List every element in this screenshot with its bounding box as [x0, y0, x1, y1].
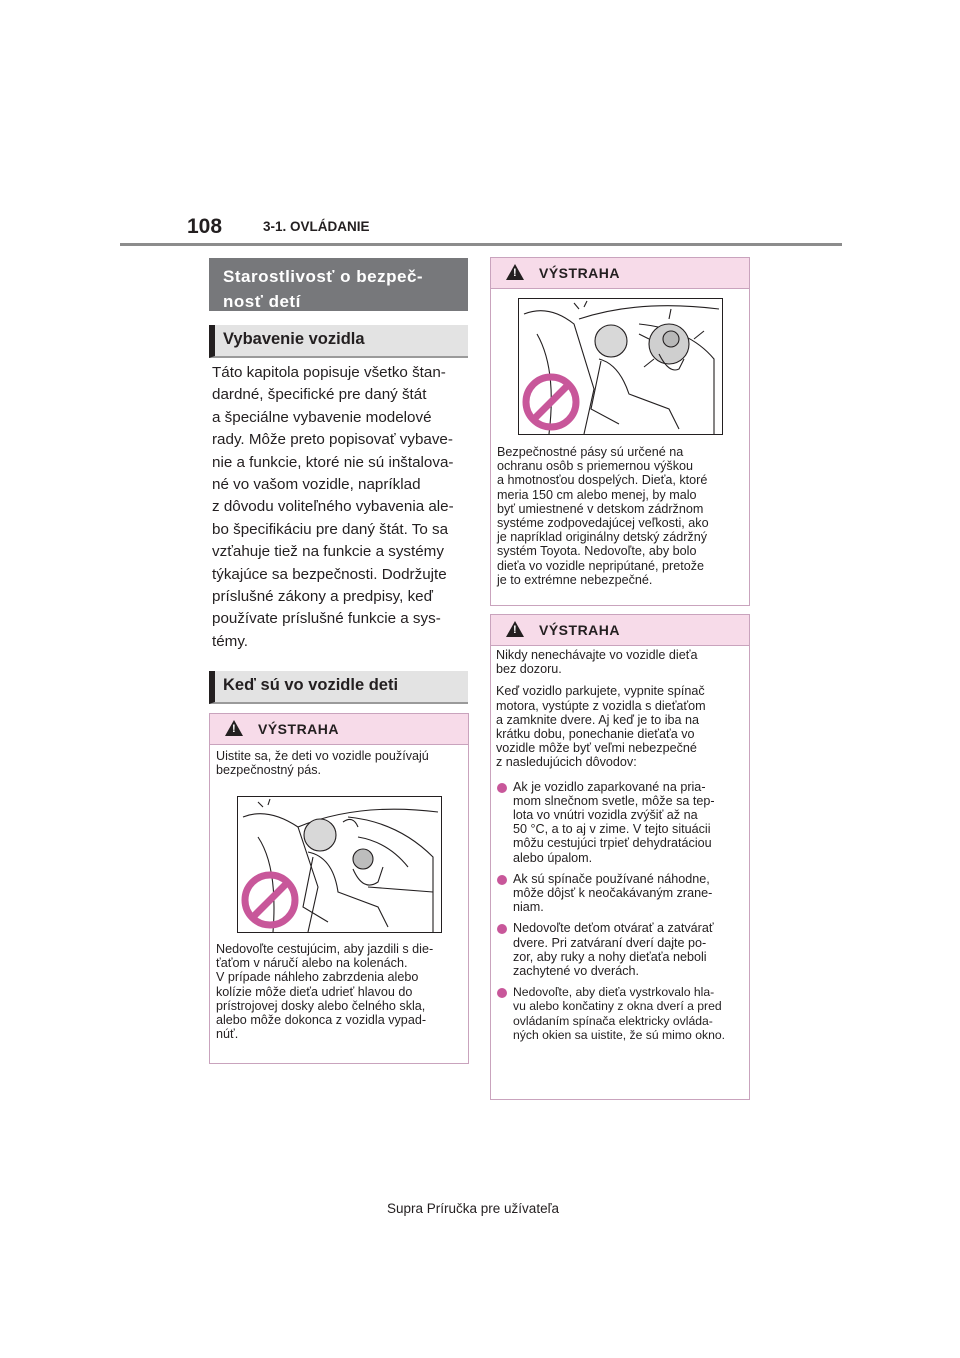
bullet-item	[496, 780, 748, 865]
bullet-line: 50 °C, a to aj v zime. V tejto situácii	[513, 822, 711, 837]
bullet-line: vu alebo končatiny z okna dverí a pred	[513, 999, 722, 1014]
warning-line: alebo môže dokonca z vozidla vypad-	[216, 1013, 427, 1028]
warning-line: bezpečnostný pás.	[216, 763, 322, 778]
warning-line: Nikdy nenechávajte vo vozidle dieťa	[496, 648, 698, 662]
warning-line: bez dozoru.	[496, 662, 562, 677]
warning-box-seatbelt	[209, 713, 469, 1064]
warning-label: VÝSTRAHA	[539, 265, 621, 281]
warning-line: z nasledujúcich dôvodov:	[496, 755, 637, 770]
intro-line: a špeciálne vybavenie modelové	[212, 408, 432, 426]
footer-title: Supra Príručka pre užívateľa	[387, 1201, 560, 1216]
page-number: 108	[187, 215, 223, 238]
bullet-dot-icon	[497, 783, 507, 793]
bullet-line: dvere. Pri zatváraní dverí dajte po-	[513, 935, 707, 950]
bullet-line: Nedovoľte deťom otvárať a zatvárať	[513, 921, 714, 936]
intro-line: príslušné zákony a predpisy, keď	[212, 588, 433, 606]
warning-line: Keď vozidlo parkujete, vypnite spínač	[496, 684, 705, 699]
warning-line: prístrojovej dosky alebo čelného skla,	[216, 998, 426, 1013]
warning-header	[491, 258, 749, 289]
header-rule	[120, 243, 842, 246]
subheading-children-label: Keď sú vo vozidle deti	[223, 676, 399, 694]
bullet-item	[496, 872, 748, 915]
chapter-title: Starostlivosť o bezpeč-nosť detí	[223, 267, 424, 311]
warning-line: byť umiestnené v detskom zádržnom	[497, 501, 704, 516]
warning-line: ťaťom v náručí alebo na kolenách.	[216, 956, 408, 971]
subheading-children	[209, 671, 468, 704]
warning-line: V prípade náhleho zabrzdenia alebo	[216, 970, 419, 985]
intro-line: rady. Môže preto popisovať vybave-	[212, 431, 453, 449]
subheading-equipment-label: Vybavenie vozidla	[223, 330, 365, 348]
bullet-line: mom slnečnom svetle, môže sa tep-	[513, 793, 715, 808]
warning-header	[210, 714, 468, 745]
warning-line: kolízie môže dieťa udrieť hlavou do	[216, 984, 413, 999]
warning-line: Bezpečnostné pásy sú určené na	[497, 445, 684, 459]
bullet-line: zachytené vo dverách.	[513, 964, 640, 979]
warning-line: motora, vystúpte z vozidla s dieťaťom	[496, 698, 706, 713]
bullet-line: môže dôjsť k neočakávaným zrane-	[513, 886, 713, 901]
warning-line: Uistite sa, že deti vo vozidle používajú	[216, 749, 429, 763]
bullet-item	[496, 921, 748, 978]
intro-paragraph	[212, 362, 470, 653]
intro-line: né vo vašom vozidle, napríklad	[212, 476, 421, 494]
subheading-equipment	[209, 325, 468, 358]
bullet-item	[496, 985, 748, 1042]
intro-line: Táto kapitola popisuje všetko štan-	[212, 364, 446, 381]
warning-line: systém Toyota. Nedovoľte, aby bolo	[497, 544, 697, 559]
illustration-child-on-lap	[237, 796, 442, 933]
bullet-line: Nedovoľte, aby dieťa vystrkovalo hla-	[513, 985, 715, 1000]
bullet-line: môžu cestujúci trpieť dehydratáciou	[513, 836, 712, 851]
warning-triangle-icon	[506, 621, 524, 637]
bullet-dot-icon	[497, 924, 507, 934]
bullet-line: alebo úpalom.	[513, 850, 593, 865]
warning-text	[497, 445, 747, 587]
warning-line: a hmotnosťou dospelých. Dieťa, ktoré	[497, 473, 708, 488]
warning-label: VÝSTRAHA	[258, 721, 340, 737]
bullet-line: zor, aby ruky a nohy dieťaťa neboli	[513, 949, 707, 964]
warning-line: krátku dobu, ponechanie dieťaťa vo	[496, 727, 695, 742]
warning-triangle-icon	[225, 720, 243, 736]
warning-text	[216, 749, 466, 777]
warning-line: vozidle môže byť veľmi nebezpečné	[496, 741, 697, 756]
warning-line: Nedovoľte cestujúcim, aby jazdili s die-	[216, 942, 434, 956]
bullet-dot-icon	[497, 988, 507, 998]
warning-box-child-restraint	[490, 257, 750, 606]
chapter-title-box	[209, 258, 468, 311]
warning-line: meria 150 cm alebo menej, by malo	[497, 487, 697, 502]
warning-box-unattended-child	[490, 614, 750, 1100]
bullet-line: lota vo vnútri vozidla zvýšiť až na	[513, 808, 698, 823]
intro-line: témy.	[212, 632, 249, 650]
prohibition-icon	[240, 870, 300, 930]
intro-line: týkajúce sa bezpečnosti. Dodržujte	[212, 565, 447, 583]
warning-line: systéme zodpovedajúcej veľkosti, ako	[497, 516, 709, 531]
warning-line: a zamknite dvere. Aj keď je to iba na	[496, 712, 700, 727]
warning-line: dieťa vo vozidle nepripútané, pretože	[497, 558, 705, 573]
warning-header	[491, 615, 749, 646]
warning-line: je napríklad originálny detský zádržný	[497, 530, 708, 545]
intro-line: bo špecifikáciu pre daný štát. To sa	[212, 520, 449, 538]
intro-line: z dôvodu voliteľného vybavenia ale-	[212, 498, 454, 516]
section-title: 3-1. OVLÁDANIE	[263, 219, 370, 234]
warning-line: je to extrémne nebezpečné.	[497, 572, 653, 587]
intro-line: dardné, špecifické pre daný štát	[212, 386, 427, 404]
intro-line: používate príslušné funkcie a sys-	[212, 610, 441, 628]
bullet-dot-icon	[497, 875, 507, 885]
intro-line: vzťahuje tiež na funkcie a systémy	[212, 543, 444, 561]
bullet-line: ovládaním spínača elektricky ovláda-	[513, 1013, 713, 1028]
illustration-airbag	[518, 298, 723, 435]
warning-line: núť.	[216, 1027, 239, 1042]
warning-triangle-icon	[506, 264, 524, 280]
warning-text	[496, 648, 748, 1042]
prohibition-icon	[521, 372, 581, 432]
warning-line: ochranu osôb s priemernou výškou	[497, 459, 694, 474]
warning-label: VÝSTRAHA	[539, 622, 621, 638]
bullet-line: Ak sú spínače používané náhodne,	[513, 871, 710, 886]
intro-line: nie a funkcie, ktoré nie sú inštalova-	[212, 453, 454, 471]
bullet-line: ných okien sa uistite, že sú mimo okno.	[513, 1027, 726, 1042]
bullet-line: Ak je vozidlo zaparkované na pria-	[513, 779, 706, 794]
warning-text-2	[216, 942, 466, 1041]
bullet-line: niam.	[513, 900, 544, 915]
